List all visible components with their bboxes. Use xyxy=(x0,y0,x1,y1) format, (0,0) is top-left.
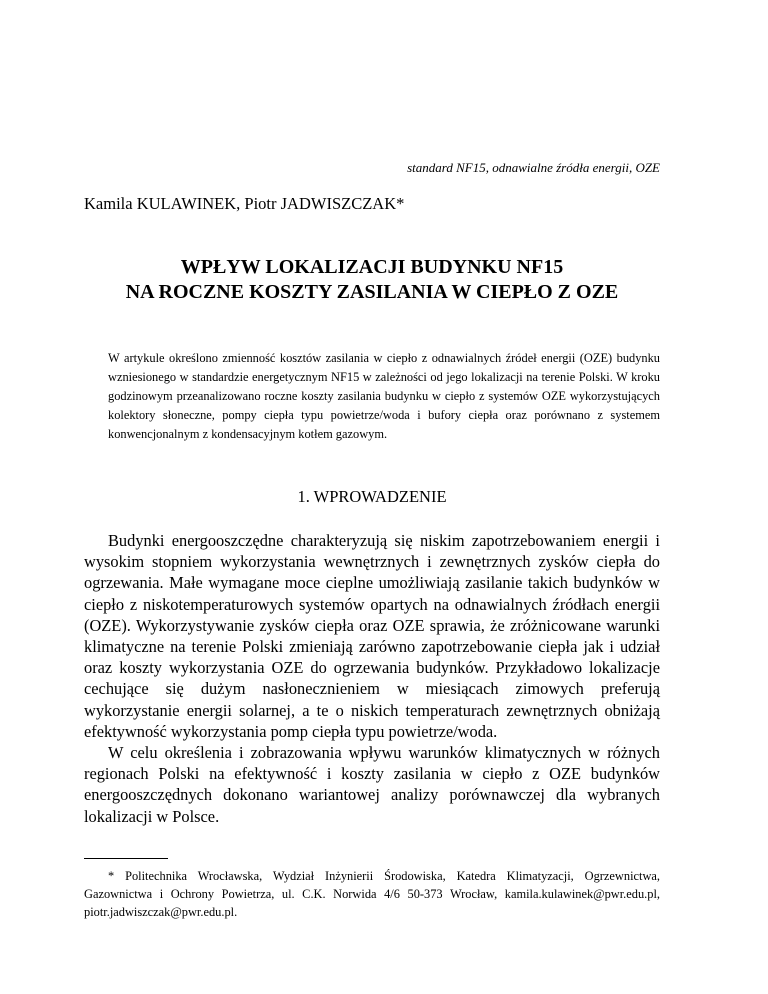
keywords-line: standard NF15, odnawialne źródła energii, OZE xyxy=(407,160,660,175)
author-affiliation-footnote: * Politechnika Wrocławska, Wydział Inżynierii Środowiska, Katedra Klimatyzacji, Ogrzewnictwa, Gazownictwa i Ochrony Powietrza, ul. C.K. Norwida 4/6 50-373 Wrocław, kamila.kulawinek@pwr.edu.pl, piotr.jadwiszczak@pwr.edu.pl. xyxy=(84,869,660,919)
section-heading-introduction: 1. WPROWADZENIE xyxy=(297,487,447,506)
paper-title-line-2: NA ROCZNE KOSZTY ZASILANIA W CIEPŁO Z OZE xyxy=(125,281,619,303)
author-names: Kamila KULAWINEK, Piotr JADWISZCZAK* xyxy=(84,194,405,213)
introduction-body xyxy=(84,530,660,827)
abstract: W artykule określono zmienność kosztów zasilania w ciepło z odnawialnych źródeł energii (OZE) budynku wzniesionego w standardzie energetycznym NF15 w zależności od jego lokalizacji na terenie Polski. W kroku godzinowym przeanalizowano roczne koszty zasilania budynku w ciepło z systemów OZE wykorzystujących kolektory słoneczne, pompy ciepła typu powietrze/woda i bufory ciepła oraz porównano z systemem konwencjonalnym z kondensacyjnym kotłem gazowym. xyxy=(108,351,660,441)
introduction-paragraph-1: Budynki energooszczędne charakteryzują się niskim zapotrzebowaniem energii i wysokim stopniem wykorzystania wewnętrznych i zewnętrznych zysków ciepła do ogrzewania. Małe wymagane moce cieplne umożliwiają zasilanie takich budynków w ciepło z niskotemperaturowych systemów opartych na odnawialnych źródłach energii (OZE). Wykorzystywanie zysków ciepła oraz OZE sprawia, że zróżnicowane warunki klimatyczne na terenie Polski zmieniają zarówno zapotrzebowanie ciepła jak i udział oraz koszty wykorzystania OZE do ogrzewania budynków. Przykładowo lokalizacje cechujące się dużym nasłonecznieniem w miesiącach zimowych preferują wykorzystanie energii solarnej, a te o niskich temperaturach zewnętrznych obniżają efektywność wykorzystania pomp ciepła typu powietrze/woda. xyxy=(84,531,660,741)
paper-title xyxy=(84,255,660,305)
footnote-divider xyxy=(84,858,168,859)
introduction-paragraph-2: W celu określenia i zobrazowania wpływu warunków klimatycznych w różnych regionach Polski na efektywność i koszty zasilania w ciepło z OZE budynków energooszczędnych dokonano wariantowej analizy porównawczej dla wybranych lokalizacji w Polsce. xyxy=(84,743,660,826)
paper-title-line-1: WPŁYW LOKALIZACJI BUDYNKU NF15 xyxy=(180,256,564,278)
